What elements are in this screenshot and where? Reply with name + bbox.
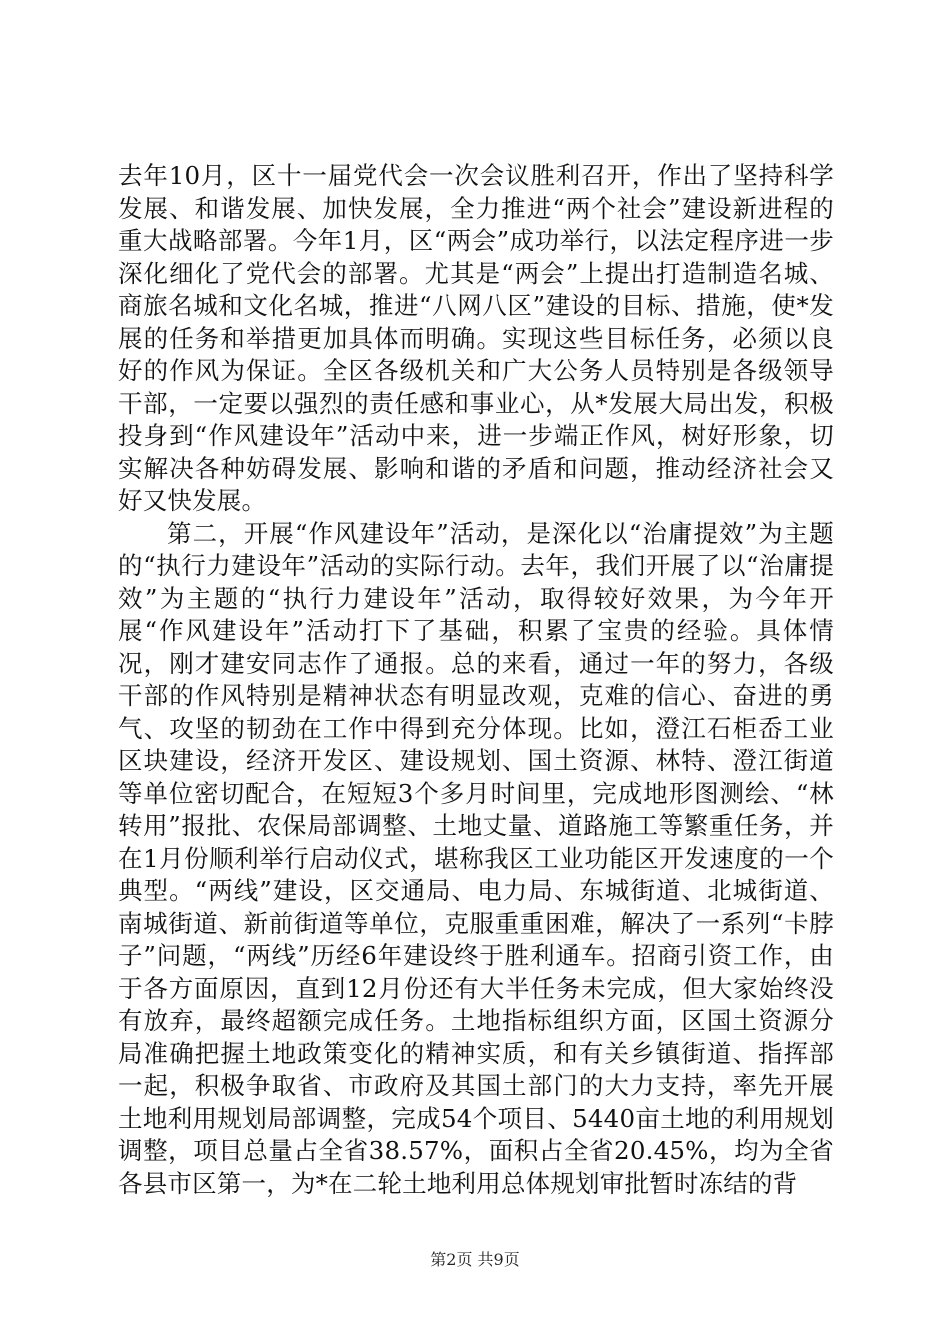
- document-body: [118, 160, 834, 1200]
- page-footer: [0, 1250, 950, 1270]
- paragraph-1: 去年10月，区十一届党代会一次会议胜利召开，作出了坚持科学发展、和谐发展、加快发展，全力推进“两个社会”建设新进程的重大战略部署。今年1月，区“两会”成功举行，以法定程序进一步深化细化了党代会的部署。尤其是“两会”上提出打造制造名城、商旅名城和文化名城，推进“八网八区”建设的目标、措施，使*发展的任务和举措更加具体而明确。实现这些目标任务，必须以良好的作风为保证。全区各级机关和广大公务人员特别是各级领导干部，一定要以强烈的责任感和事业心，从*发展大局出发，积极投身到“作风建设年”活动中来，进一步端正作风，树好形象，切实解决各种妨碍发展、影响和谐的矛盾和问题，推动经济社会又好又快发展。: [118, 161, 834, 515]
- paragraph-2: 第二，开展“作风建设年”活动，是深化以“治庸提效”为主题的“执行力建设年”活动的实际行动。去年，我们开展了以“治庸提效”为主题的“执行力建设年”活动，取得较好效果，为今年开展“作风建设年”活动打下了基础，积累了宝贵的经验。具体情况，刚才建安同志作了通报。总的来看，通过一年的努力，各级干部的作风特别是精神状态有明显改观，克难的信心、奋进的勇气、攻坚的韧劲在工作中得到充分体现。比如，澄江石柜岙工业区块建设，经济开发区、建设规划、国土资源、林特、澄江街道等单位密切配合，在短短3个多月时间里，完成地形图测绘、“林转用”报批、农保局部调整、土地丈量、道路施工等繁重任务，并在1月份顺利举行启动仪式，堪称我区工业功能区开发速度的一个典型。“两线”建设，区交通局、电力局、东城街道、北城街道、南城街道、新前街道等单位，克服重重困难，解决了一系列“卡脖子”问题，“两线”历经6年建设终于胜利通车。招商引资工作，由于各方面原因，直到12月份还有大半任务未完成，但大家始终没有放弃，最终超额完成任务。土地指标组织方面，区国土资源分局准确把握土地政策变化的精神实质，和有关乡镇街道、指挥部一起，积极争取省、市政府及其国土部门的大力支持，率先开展土地利用规划局部调整，完成54个项目、5440亩土地的利用规划调整，项目总量占全省38.57%，面积占全省20.45%，均为全省各县市区第一，为*在二轮土地利用总体规划审批暂时冻结的背: [118, 518, 834, 1198]
- page-number-label: 第2页 共9页: [430, 1250, 520, 1269]
